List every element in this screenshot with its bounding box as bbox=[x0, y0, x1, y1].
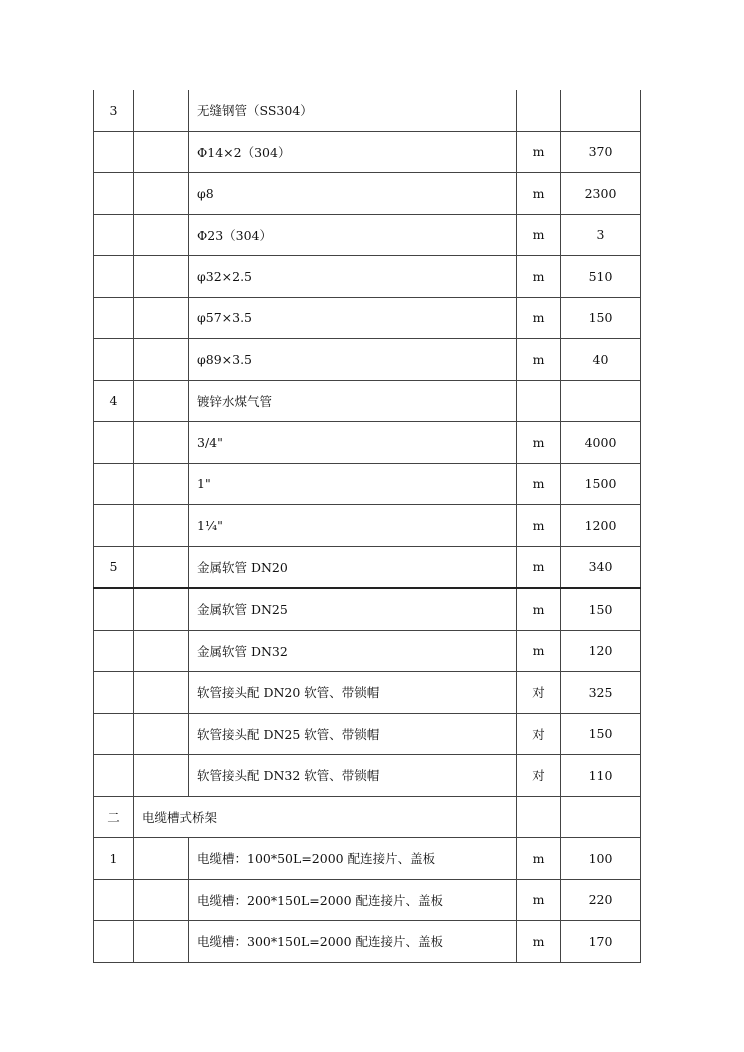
row-number: 3 bbox=[94, 90, 134, 131]
item-name: φ8 bbox=[189, 173, 517, 215]
row-number bbox=[94, 131, 134, 173]
row-number bbox=[94, 879, 134, 921]
sub-cell bbox=[134, 879, 189, 921]
table-row bbox=[94, 173, 641, 215]
item-unit: m bbox=[517, 422, 561, 464]
item-unit: m bbox=[517, 921, 561, 963]
table-row bbox=[94, 380, 641, 422]
sub-cell bbox=[134, 588, 189, 630]
item-unit: m bbox=[517, 463, 561, 505]
sub-cell bbox=[134, 921, 189, 963]
item-quantity: 220 bbox=[561, 879, 641, 921]
item-name: 电缆槽：100*50L=2000 配连接片、盖板 bbox=[189, 838, 517, 880]
item-quantity: 370 bbox=[561, 131, 641, 173]
sub-cell bbox=[134, 422, 189, 464]
row-number bbox=[94, 256, 134, 298]
row-number bbox=[94, 630, 134, 672]
table-row bbox=[94, 755, 641, 797]
table-row bbox=[94, 546, 641, 588]
table-row bbox=[94, 879, 641, 921]
sub-cell bbox=[134, 672, 189, 714]
item-quantity: 325 bbox=[561, 672, 641, 714]
item-quantity: 3 bbox=[561, 214, 641, 256]
materials-table-sheet bbox=[93, 90, 640, 963]
sub-cell bbox=[134, 173, 189, 215]
row-number bbox=[94, 921, 134, 963]
sub-cell bbox=[134, 755, 189, 797]
sub-cell bbox=[134, 630, 189, 672]
row-number bbox=[94, 505, 134, 547]
table-row bbox=[94, 90, 641, 131]
table-row bbox=[94, 256, 641, 298]
item-unit: m bbox=[517, 546, 561, 588]
row-number bbox=[94, 672, 134, 714]
table-row bbox=[94, 588, 641, 630]
item-name: 金属软管 DN20 bbox=[189, 546, 517, 588]
section-number: 二 bbox=[94, 796, 134, 838]
item-name: Φ23（304） bbox=[189, 214, 517, 256]
item-quantity: 40 bbox=[561, 339, 641, 381]
item-unit: m bbox=[517, 297, 561, 339]
table-row bbox=[94, 339, 641, 381]
item-unit: m bbox=[517, 256, 561, 298]
item-unit: m bbox=[517, 838, 561, 880]
sub-cell bbox=[134, 131, 189, 173]
item-quantity: 150 bbox=[561, 713, 641, 755]
table-row bbox=[94, 214, 641, 256]
table-row bbox=[94, 838, 641, 880]
item-name: 电缆槽：200*150L=2000 配连接片、盖板 bbox=[189, 879, 517, 921]
item-name: 镀锌水煤气管 bbox=[189, 380, 517, 422]
item-quantity bbox=[561, 90, 641, 131]
section-row bbox=[94, 796, 641, 838]
item-unit: 对 bbox=[517, 755, 561, 797]
item-quantity bbox=[561, 380, 641, 422]
item-quantity bbox=[561, 796, 641, 838]
item-name: 软管接头配 DN20 软管、带锁帽 bbox=[189, 672, 517, 714]
item-unit: m bbox=[517, 339, 561, 381]
item-name: φ57×3.5 bbox=[189, 297, 517, 339]
item-quantity: 1200 bbox=[561, 505, 641, 547]
item-quantity: 120 bbox=[561, 630, 641, 672]
materials-table bbox=[93, 90, 641, 963]
item-name: φ32×2.5 bbox=[189, 256, 517, 298]
table-row bbox=[94, 297, 641, 339]
sub-cell bbox=[134, 463, 189, 505]
item-name: 软管接头配 DN32 软管、带锁帽 bbox=[189, 755, 517, 797]
item-name: 电缆槽：300*150L=2000 配连接片、盖板 bbox=[189, 921, 517, 963]
item-unit: m bbox=[517, 173, 561, 215]
item-unit: m bbox=[517, 131, 561, 173]
item-name: 软管接头配 DN25 软管、带锁帽 bbox=[189, 713, 517, 755]
sub-cell bbox=[134, 505, 189, 547]
item-quantity: 2300 bbox=[561, 173, 641, 215]
table-row bbox=[94, 131, 641, 173]
item-unit bbox=[517, 380, 561, 422]
item-name: 无缝钢管（SS304） bbox=[189, 90, 517, 131]
item-name: 金属软管 DN25 bbox=[189, 588, 517, 630]
row-number: 1 bbox=[94, 838, 134, 880]
item-quantity: 100 bbox=[561, 838, 641, 880]
row-number bbox=[94, 755, 134, 797]
item-quantity: 1500 bbox=[561, 463, 641, 505]
row-number bbox=[94, 339, 134, 381]
row-number bbox=[94, 588, 134, 630]
item-name: 1¼" bbox=[189, 505, 517, 547]
table-row bbox=[94, 630, 641, 672]
item-quantity: 150 bbox=[561, 588, 641, 630]
row-number bbox=[94, 463, 134, 505]
item-unit: m bbox=[517, 505, 561, 547]
sub-cell bbox=[134, 297, 189, 339]
row-number bbox=[94, 297, 134, 339]
row-number bbox=[94, 214, 134, 256]
item-unit: m bbox=[517, 588, 561, 630]
item-unit: 对 bbox=[517, 672, 561, 714]
item-name: 3/4" bbox=[189, 422, 517, 464]
sub-cell bbox=[134, 214, 189, 256]
sub-cell bbox=[134, 546, 189, 588]
sub-cell bbox=[134, 256, 189, 298]
item-quantity: 510 bbox=[561, 256, 641, 298]
item-name: 1" bbox=[189, 463, 517, 505]
sub-cell bbox=[134, 90, 189, 131]
item-unit: 对 bbox=[517, 713, 561, 755]
item-name: Φ14×2（304） bbox=[189, 131, 517, 173]
row-number: 4 bbox=[94, 380, 134, 422]
item-quantity: 4000 bbox=[561, 422, 641, 464]
table-row bbox=[94, 672, 641, 714]
item-quantity: 340 bbox=[561, 546, 641, 588]
item-unit: m bbox=[517, 630, 561, 672]
table-row bbox=[94, 505, 641, 547]
item-unit: m bbox=[517, 214, 561, 256]
item-quantity: 170 bbox=[561, 921, 641, 963]
item-quantity: 110 bbox=[561, 755, 641, 797]
row-number bbox=[94, 713, 134, 755]
row-number: 5 bbox=[94, 546, 134, 588]
sub-cell bbox=[134, 713, 189, 755]
table-row bbox=[94, 921, 641, 963]
section-title: 电缆槽式桥架 bbox=[134, 796, 517, 838]
item-unit bbox=[517, 90, 561, 131]
table-row bbox=[94, 422, 641, 464]
item-unit bbox=[517, 796, 561, 838]
table-row bbox=[94, 713, 641, 755]
sub-cell bbox=[134, 339, 189, 381]
item-quantity: 150 bbox=[561, 297, 641, 339]
row-number bbox=[94, 173, 134, 215]
sub-cell bbox=[134, 380, 189, 422]
item-name: φ89×3.5 bbox=[189, 339, 517, 381]
row-number bbox=[94, 422, 134, 464]
item-unit: m bbox=[517, 879, 561, 921]
item-name: 金属软管 DN32 bbox=[189, 630, 517, 672]
table-row bbox=[94, 463, 641, 505]
sub-cell bbox=[134, 838, 189, 880]
